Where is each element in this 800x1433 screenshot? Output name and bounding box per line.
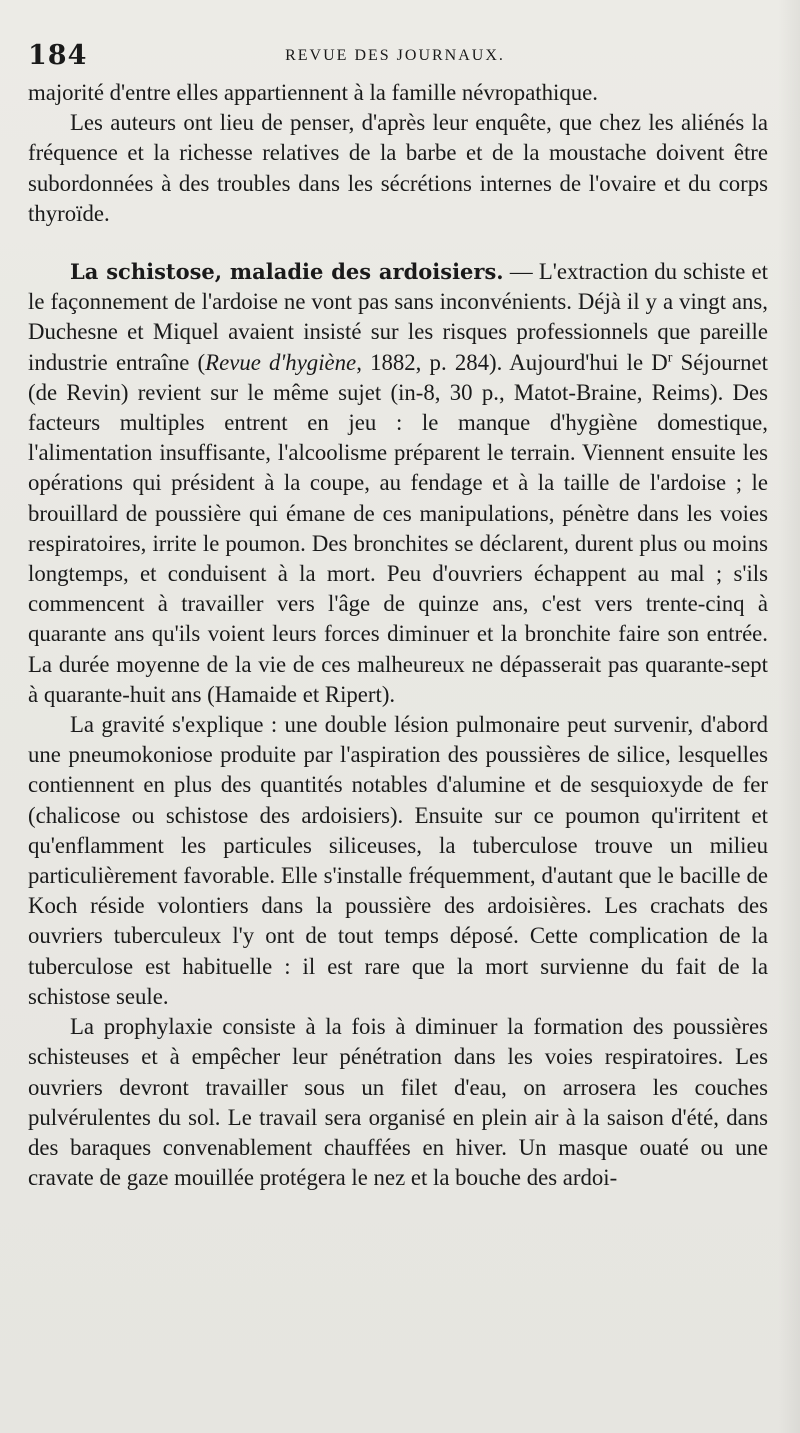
scan-shadow-edge [778, 0, 800, 1433]
paragraph-gravite: La gravité s'explique : une double lésion pulmonaire peut survenir, d'abord une pneumokoniose produite par l'aspiration des poussières de silice, lesquelles contiennent en plus des quantités notables d'alumine et de sesquioxyde de fer (chalicose ou schistose des ardoisiers). Ensuite sur ce poumon qu'irritent et qu'enflamment les particules siliceuses, la tuberculose trouve un milieu particulièrement favorable. Elle s'installe fréquemment, d'autant que le bacille de Koch réside volontiers dans la poussière des ardoisières. Les crachats des ouvriers tuberculeux l'y ont de tout temps déposé. Cette complication de la tuberculose est habituelle : il est rare que la mort survienne du fait de la schistose seule. [28, 712, 768, 1009]
page-number: 184 [28, 40, 88, 71]
article-body [28, 78, 768, 1193]
citation-reference: , 1882, p. 284). Aujourd'hui le D [356, 349, 668, 375]
paragraph-continuation: majorité d'entre elles appartiennent à la famille névropathique. [28, 80, 598, 105]
journal-citation: Revue d'hygiène [205, 349, 357, 375]
paragraph-schistose-lead: — L'extraction du schiste et le façonnement de l'ardoise ne vont pas sans inconvénients. Déjà il y a vingt ans, Duchesne et Miquel avaient insisté sur les risques professionnels que pareille industrie entraîne ( [28, 259, 769, 375]
paragraph-schistose [28, 257, 768, 710]
page-header [28, 40, 762, 80]
section-title: La schistose, maladie des ardoisiers. [70, 259, 504, 285]
paragraph-authors: Les auteurs ont lieu de penser, d'après leur enquête, que chez les aliénés la fréquence et la richesse relatives de la barbe et de la moustache doivent être subordonnées à des troubles dans les sécrétions internes de l'ovaire et du corps thyroïde. [28, 110, 768, 226]
paragraph-schistose-rest: Séjournet (de Revin) revient sur le même sujet (in-8, 30 p., Matot-Braine, Reims). Des facteurs multiples entrent en jeu : le manque d'hygiène domestique, l'alimentation insuffisante, l'alcoolisme préparent le terrain. Viennent ensuite les opérations qui président à la coupe, au fendage et à la taille de l'ardoise ; le brouillard de poussière qui émane de ces manipulations, pénètre dans les voies respiratoires, irrite le poumon. Des bronchites se déclarent, durent plus ou moins longtemps, et conduisent à la mort. Peu d'ouvriers échappent au mal ; s'ils commencent à travailler vers l'âge de quinze ans, c'est vers trente-cinq à quarante ans qu'ils voient leurs forces diminuer et la bronchite faire son entrée. La durée moyenne de la vie de ces malheureux ne dépasserait pas quarante-sept à quarante-huit ans (Hamaide et Ripert). [28, 349, 768, 707]
section-spacer [28, 229, 768, 257]
doctor-superscript: r [667, 350, 673, 366]
running-title: REVUE DES JOURNAUX. [285, 47, 505, 64]
paragraph-prophylaxie: La prophylaxie consiste à la fois à diminuer la formation des poussières schisteuses et à empêcher leur pénétration dans les voies respiratoires. Les ouvriers devront travailler sous un filet d'eau, on arrosera les couches pulvérulentes du sol. Le travail sera organisé en plein air à la saison d'été, dans des baraques convenablement chauffées en hiver. Un masque ouaté ou une cravate de gaze mouillée protégera le nez et la bouche des ardoi- [28, 1014, 768, 1191]
